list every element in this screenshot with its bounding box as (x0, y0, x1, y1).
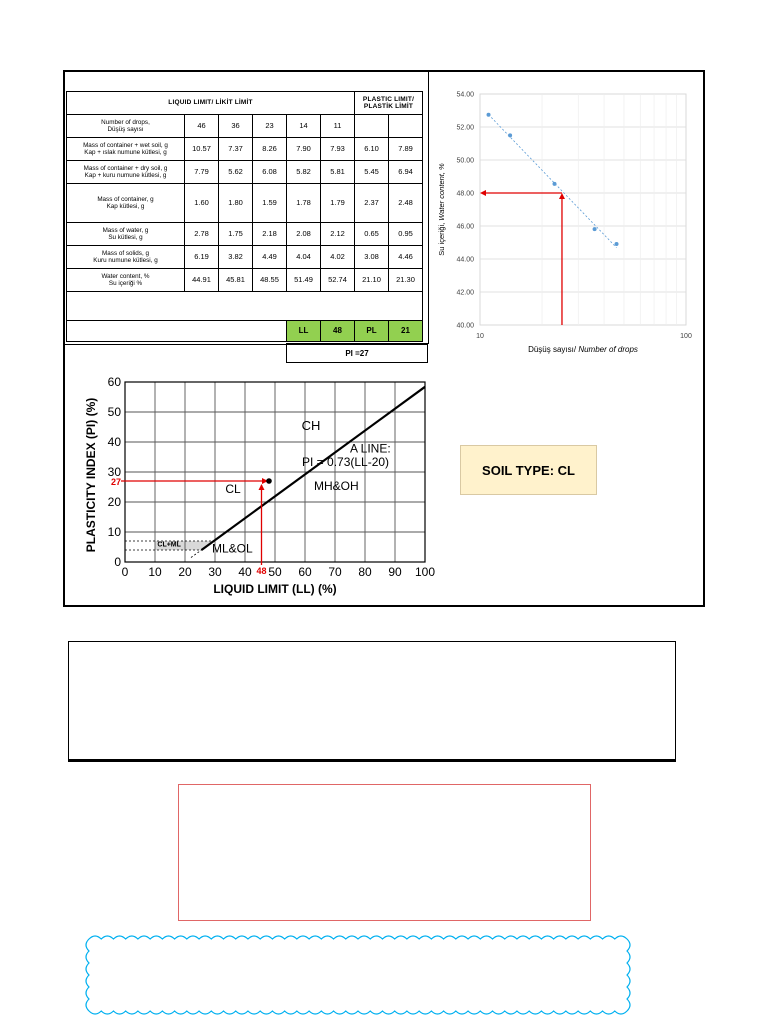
zone-label: MH&OH (314, 479, 359, 493)
flow-y-tick: 42.00 (456, 289, 474, 297)
ll-marker-label: 48 (256, 566, 267, 576)
value-cell (355, 115, 389, 138)
answer-box[interactable] (68, 641, 676, 762)
scalloped-box[interactable] (84, 934, 632, 1016)
value-cell: 21.30 (389, 269, 423, 292)
value-cell: 4.02 (321, 246, 355, 269)
value-cell: 1.80 (219, 184, 253, 223)
plast-y-tick: 0 (114, 555, 121, 569)
flow-data-point (553, 182, 557, 186)
flow-y-label-en: Water content, % (437, 163, 446, 221)
value-cell: 3.08 (355, 246, 389, 269)
plast-y-tick: 30 (107, 465, 121, 479)
value-cell: 48.55 (253, 269, 287, 292)
row-label (67, 161, 185, 184)
value-cell: 1.78 (287, 184, 321, 223)
value-cell: 44.91 (185, 269, 219, 292)
flow-y-tick: 52.00 (456, 124, 474, 132)
value-cell: 1.75 (219, 223, 253, 246)
zone-label: CL (225, 482, 241, 496)
row-label (67, 246, 185, 269)
value-cell: 2.12 (321, 223, 355, 246)
value-cell: 6.08 (253, 161, 287, 184)
row-label-line: Mass of solids, g (102, 249, 149, 257)
flow-y-tick: 54.00 (456, 91, 474, 99)
value-cell: 2.78 (185, 223, 219, 246)
flow-y-label-tr: Su içeriği, (437, 220, 446, 256)
flow-y-tick: 50.00 (456, 157, 474, 165)
plast-x-tick: 50 (268, 565, 282, 579)
plast-x-tick: 30 (208, 565, 222, 579)
value-cell: 7.93 (321, 138, 355, 161)
plast-x-tick: 100 (414, 565, 436, 579)
value-cell: 1.59 (253, 184, 287, 223)
row-label (67, 184, 185, 223)
row-label-line: Su içeriği % (108, 280, 143, 287)
plast-x-label: LIQUID LIMIT (LL) (%) (213, 582, 337, 596)
zone-label: CH (301, 418, 321, 433)
flow-x-tick: 100 (680, 333, 692, 340)
value-cell: 46 (185, 115, 219, 138)
value-cell: 4.04 (287, 246, 321, 269)
value-cell: 10.57 (185, 138, 219, 161)
plast-x-tick: 20 (178, 565, 192, 579)
notes-box[interactable] (178, 784, 591, 921)
row-label-line: Kap + ıslak numune kütlesi, g (84, 149, 167, 156)
zone-label: PI = 0.73(LL-20) (302, 455, 390, 469)
flow-data-point (615, 242, 619, 246)
flow-data-point (487, 113, 491, 117)
value-cell: 5.45 (355, 161, 389, 184)
value-cell: 23 (253, 115, 287, 138)
value-cell: 5.82 (287, 161, 321, 184)
scalloped-border (86, 936, 630, 1014)
row-label-line: Water content, % (101, 272, 150, 280)
zone-label: A LINE: (350, 441, 391, 456)
plast-x-tick: 0 (121, 565, 129, 579)
value-cell: 7.90 (287, 138, 321, 161)
ll-label: LL (287, 321, 321, 342)
pl-header-line: PLASTİK LİMİT (363, 103, 414, 110)
pl-header (355, 92, 423, 115)
row-label (67, 269, 185, 292)
flow-data-point (593, 227, 597, 231)
value-cell: 7.37 (219, 138, 253, 161)
value-cell: 2.18 (253, 223, 287, 246)
value-cell: 21.10 (355, 269, 389, 292)
plast-y-tick: 20 (107, 495, 121, 509)
plast-x-tick: 40 (238, 565, 252, 579)
plast-x-tick: 10 (148, 565, 162, 579)
value-cell: 51.49 (287, 269, 321, 292)
value-cell: 3.82 (219, 246, 253, 269)
aline-extension (191, 550, 202, 558)
pl-header-line: PLASTIC LIMIT/ (362, 95, 415, 103)
atterberg-table (66, 91, 423, 342)
row-label-line: Mass of container + wet soil, g (83, 141, 168, 149)
flow-y-label (437, 163, 446, 256)
value-cell: 6.10 (355, 138, 389, 161)
plasticity-chart (65, 360, 436, 610)
blank-row (355, 292, 423, 321)
plast-x-tick: 60 (298, 565, 312, 579)
value-cell: 14 (287, 115, 321, 138)
blank-row (67, 292, 355, 321)
plast-y-tick: 60 (107, 375, 121, 389)
flow-y-tick: 46.00 (456, 223, 474, 231)
row-label (67, 138, 185, 161)
section-divider-vertical (428, 72, 429, 344)
row-label (67, 115, 185, 138)
soil-type-badge: SOIL TYPE: CL (460, 445, 597, 495)
plast-x-tick: 70 (328, 565, 342, 579)
row-label-line: Number of drops, (101, 118, 150, 126)
value-cell: 0.95 (389, 223, 423, 246)
flow-data-point (508, 133, 512, 137)
ll-value: 48 (321, 321, 355, 342)
value-cell: 0.65 (355, 223, 389, 246)
plast-y-tick: 40 (107, 435, 121, 449)
value-cell: 2.48 (389, 184, 423, 223)
flow-y-tick: 48.00 (456, 190, 474, 198)
row-label-line: Mass of container, g (97, 195, 154, 203)
value-cell: 1.60 (185, 184, 219, 223)
ll-header: LIQUID LIMIT/ LİKİT LİMİT (67, 92, 355, 115)
row-label-line: Mass of water, g (102, 226, 149, 234)
value-cell: 52.74 (321, 269, 355, 292)
flow-curve-chart (432, 80, 752, 360)
zone-label: CL+ML (157, 541, 181, 549)
value-cell: 2.37 (355, 184, 389, 223)
blank-row (67, 321, 287, 342)
ll-arrowhead (259, 484, 265, 490)
flow-x-label (528, 345, 638, 354)
row-label-line: Kuru numune kütlesi, g (93, 257, 158, 264)
value-cell: 7.89 (389, 138, 423, 161)
value-cell: 2.08 (287, 223, 321, 246)
row-label-line: Kap + kuru numune kütlesi, g (84, 172, 167, 179)
flow-x-label-en: Number of drops (578, 345, 638, 354)
pi-marker-label: 27 (110, 477, 121, 487)
row-label (67, 223, 185, 246)
value-cell: 4.49 (253, 246, 287, 269)
value-cell: 8.26 (253, 138, 287, 161)
plast-y-label: PLASTICITY INDEX (PI) (%) (84, 397, 98, 553)
value-cell: 11 (321, 115, 355, 138)
plast-x-tick: 90 (388, 565, 402, 579)
row-label-line: Mass of container + dry soil, g (83, 164, 168, 172)
pl-value: 21 (389, 321, 423, 342)
plast-y-tick: 10 (107, 525, 121, 539)
flow-plot-area (480, 94, 686, 325)
value-cell (389, 115, 423, 138)
row-label-line: Düşüş sayısı (107, 126, 144, 133)
value-cell: 4.46 (389, 246, 423, 269)
pl-label: PL (355, 321, 389, 342)
zone-label: ML&OL (212, 541, 253, 556)
value-cell: 1.79 (321, 184, 355, 223)
value-cell: 45.81 (219, 269, 253, 292)
value-cell: 7.79 (185, 161, 219, 184)
pi-result: PI =27 (286, 343, 428, 363)
flow-x-tick: 10 (476, 333, 484, 340)
value-cell: 36 (219, 115, 253, 138)
value-cell: 6.94 (389, 161, 423, 184)
plast-y-tick: 50 (107, 405, 121, 419)
value-cell: 5.81 (321, 161, 355, 184)
value-cell: 5.62 (219, 161, 253, 184)
row-label-line: Su kütlesi, g (108, 234, 143, 241)
row-label-line: Kap kütlesi, g (106, 203, 145, 210)
flow-y-tick: 40.00 (456, 322, 474, 330)
plast-x-tick: 80 (358, 565, 372, 579)
soil-data-point (266, 478, 272, 484)
value-cell: 6.19 (185, 246, 219, 269)
flow-y-tick: 44.00 (456, 256, 474, 264)
flow-x-label-tr: Düşüş sayısı/ (528, 345, 579, 354)
